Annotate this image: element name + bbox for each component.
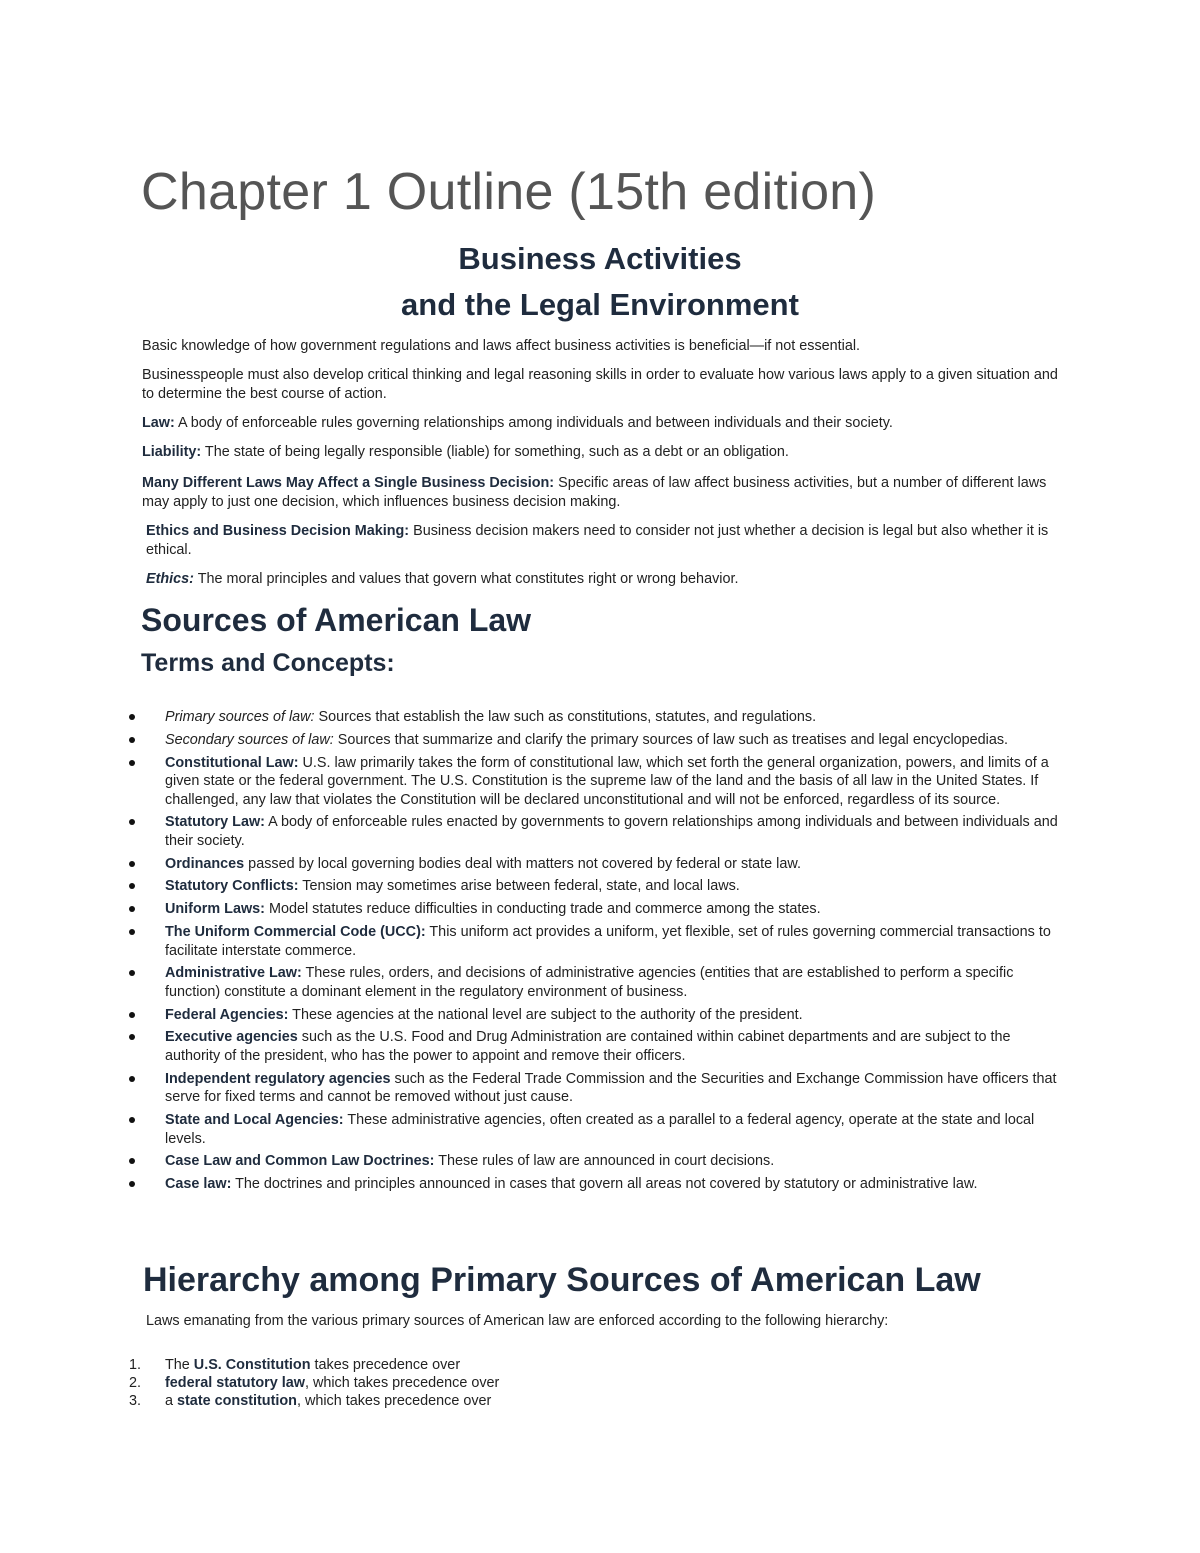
list-item-text: These administrative agencies, often created as a parallel to a federal agency, operate at the state and local levels.: [165, 1112, 1035, 1147]
list-item: [0, 813, 1060, 850]
list-item: [0, 1175, 1060, 1194]
list-item-term: Administrative Law:: [165, 965, 302, 982]
list-item-text: passed by local governing bodies deal with matters not covered by federal or state law.: [244, 855, 801, 872]
list-item-text: These rules, orders, and decisions of administrative agencies (entities that are established to perform a specific function) constitute a dominant element in the regulatory environment of business.: [165, 965, 1014, 1000]
bullet-icon: [129, 1181, 135, 1187]
bullet-icon: [129, 1117, 135, 1123]
hierarchy-item-term: federal statutory law: [165, 1375, 305, 1391]
list-item: [0, 900, 1060, 919]
intro-paragraph-1: Basic knowledge of how government regulations and laws affect business activities is beneficial—if not essential.: [142, 338, 861, 354]
bullet-icon: [129, 737, 135, 743]
ethics-decision-text: Business decision makers need to consider not just whether a decision is legal but also whether it is ethical.: [146, 523, 1049, 558]
list-item: [0, 1028, 1060, 1065]
list-item: [0, 731, 1060, 750]
list-item-term: Primary sources of law:: [165, 709, 315, 725]
hierarchy-item-number: 3.: [129, 1393, 142, 1409]
list-item-text: U.S. law primarily takes the form of constitutional law, which set forth the general organization, powers, and limits of a given state or the federal government. The U.S. Constitution is the supreme law of the land and the basis of all law in the United States. If challenged, any law that violates the Constitution will be declared unconstitutional and will not be enforced, regardless of its source.: [165, 754, 1049, 808]
bullet-icon: [129, 714, 135, 720]
list-item: [0, 1006, 1060, 1025]
liability-definition-text: The state of being legally responsible (liable) for something, such as a debt or an obligation.: [201, 444, 789, 460]
hierarchy-item-term: state constitution: [177, 1393, 297, 1409]
ethics-term: Ethics:: [146, 571, 194, 587]
list-item-term: The Uniform Commercial Code (UCC):: [165, 924, 426, 941]
liability-term: Liability:: [142, 444, 202, 460]
hierarchy-intro: Laws emanating from the various primary sources of American law are enforced according to the following hierarchy:: [146, 1313, 889, 1329]
bullet-icon: [129, 1076, 135, 1082]
ethics-definition-text: The moral principles and values that govern what constitutes right or wrong behavior.: [193, 571, 739, 587]
list-item: [0, 855, 1060, 874]
list-item: [0, 964, 1060, 1001]
intro-paragraph-2: Businesspeople must also develop critical thinking and legal reasoning skills in order to evaluate how various laws apply to a given situation and to determine the best course of action.: [142, 367, 1058, 402]
hierarchy-item-prefix: a: [165, 1393, 178, 1409]
bullet-icon: [129, 906, 135, 912]
list-item-text: Sources that establish the law such as constitutions, statutes, and regulations.: [314, 709, 817, 725]
bullet-icon: [129, 970, 135, 976]
hierarchy-item: [0, 1392, 1200, 1410]
list-item-term: Statutory Conflicts:: [165, 878, 299, 895]
list-item-term: Independent regulatory agencies: [165, 1070, 391, 1087]
law-definition-text: A body of enforceable rules governing relationships among individuals and between individuals and their society.: [174, 415, 893, 431]
hierarchy-item-term: U.S. Constitution: [193, 1357, 311, 1373]
terms-subheading: Terms and Concepts:: [141, 649, 395, 677]
hierarchy-item-prefix: The: [165, 1357, 194, 1373]
list-item-text: Sources that summarize and clarify the primary sources of law such as treatises and legal encyclopedias.: [333, 731, 1009, 748]
list-item-text: These rules of law are announced in court decisions.: [434, 1153, 775, 1170]
list-item-term: Case law:: [165, 1176, 232, 1193]
ethics-decision-paragraph: [146, 522, 1066, 559]
list-item-term: Statutory Law:: [165, 814, 265, 831]
bullet-icon: [129, 819, 135, 825]
hierarchy-item: [0, 1374, 1200, 1392]
ethics-decision-term: Ethics and Business Decision Making:: [146, 523, 410, 539]
list-item: [0, 923, 1060, 960]
hierarchy-item: [0, 1356, 1200, 1374]
subtitle-line-2: and the Legal Environment: [401, 287, 799, 322]
ethics-definition: [146, 570, 1066, 589]
liability-definition: [142, 443, 1062, 462]
list-item-term: Ordinances: [165, 855, 245, 872]
bullet-icon: [129, 760, 135, 766]
list-item: [0, 1152, 1060, 1171]
list-item-term: Secondary sources of law:: [165, 731, 334, 748]
list-item-term: Executive agencies: [165, 1029, 298, 1046]
many-laws-paragraph: [142, 474, 1062, 511]
list-item-term: Uniform Laws:: [165, 901, 265, 918]
bullet-icon: [129, 1034, 135, 1040]
list-item-text: These agencies at the national level are subject to the authority of the president.: [288, 1006, 803, 1023]
list-item-text: Tension may sometimes arise between federal, state, and local laws.: [298, 878, 740, 895]
bullet-icon: [129, 883, 135, 889]
bullet-icon: [129, 929, 135, 935]
list-item-text: The doctrines and principles announced in cases that govern all areas not covered by statutory or administrative law.: [231, 1176, 978, 1193]
law-definition: [142, 414, 1062, 433]
hierarchy-heading: Hierarchy among Primary Sources of American Law: [143, 1261, 981, 1299]
hierarchy-item-number: 2.: [129, 1375, 142, 1391]
list-item: [0, 708, 1060, 727]
hierarchy-item-number: 1.: [129, 1357, 142, 1373]
many-laws-text: Specific areas of law affect business activities, but a number of different laws may apply to just one decision, which influences business decision making.: [142, 475, 1047, 510]
hierarchy-item-suffix: takes precedence over: [310, 1357, 461, 1373]
bullet-icon: [129, 1012, 135, 1018]
subtitle-line-1: Business Activities: [458, 241, 742, 276]
list-item-term: Case Law and Common Law Doctrines:: [165, 1153, 435, 1170]
bullet-icon: [129, 1158, 135, 1164]
list-item: [0, 1111, 1060, 1148]
list-item-term: Federal Agencies:: [165, 1006, 289, 1023]
list-item-term: State and Local Agencies:: [165, 1112, 344, 1129]
list-item-text: Model statutes reduce difficulties in conducting trade and commerce among the states.: [264, 901, 821, 918]
list-item-text: such as the Federal Trade Commission and the Securities and Exchange Commission have officers that serve for fixed terms and cannot be removed without just cause.: [165, 1070, 1057, 1106]
list-item-text: such as the U.S. Food and Drug Administration are contained within cabinet departments and are subject to the authority of the president, who has the power to appoint and remove their officers.: [165, 1029, 1011, 1064]
many-laws-term: Many Different Laws May Affect a Single Business Decision:: [142, 475, 555, 491]
list-item: [0, 754, 1060, 810]
list-item-text: A body of enforceable rules enacted by governments to govern relationships among individuals and between individuals and their society.: [165, 814, 1058, 849]
bullet-icon: [129, 861, 135, 867]
sources-heading: Sources of American Law: [141, 602, 532, 638]
list-item: [0, 877, 1060, 896]
law-term: Law:: [142, 415, 175, 431]
list-item-term: Constitutional Law:: [165, 754, 299, 771]
list-item: [0, 1070, 1060, 1107]
sources-bullet-list: [0, 708, 1200, 1198]
document-title: Chapter 1 Outline (15th edition): [141, 163, 877, 221]
hierarchy-item-suffix: , which takes precedence over: [296, 1393, 492, 1409]
hierarchy-item-suffix: , which takes precedence over: [304, 1375, 500, 1391]
list-item-text: This uniform act provides a uniform, yet flexible, set of rules governing commercial transactions to facilitate interstate commerce.: [165, 924, 1051, 959]
hierarchy-numbered-list: [0, 1356, 1200, 1410]
